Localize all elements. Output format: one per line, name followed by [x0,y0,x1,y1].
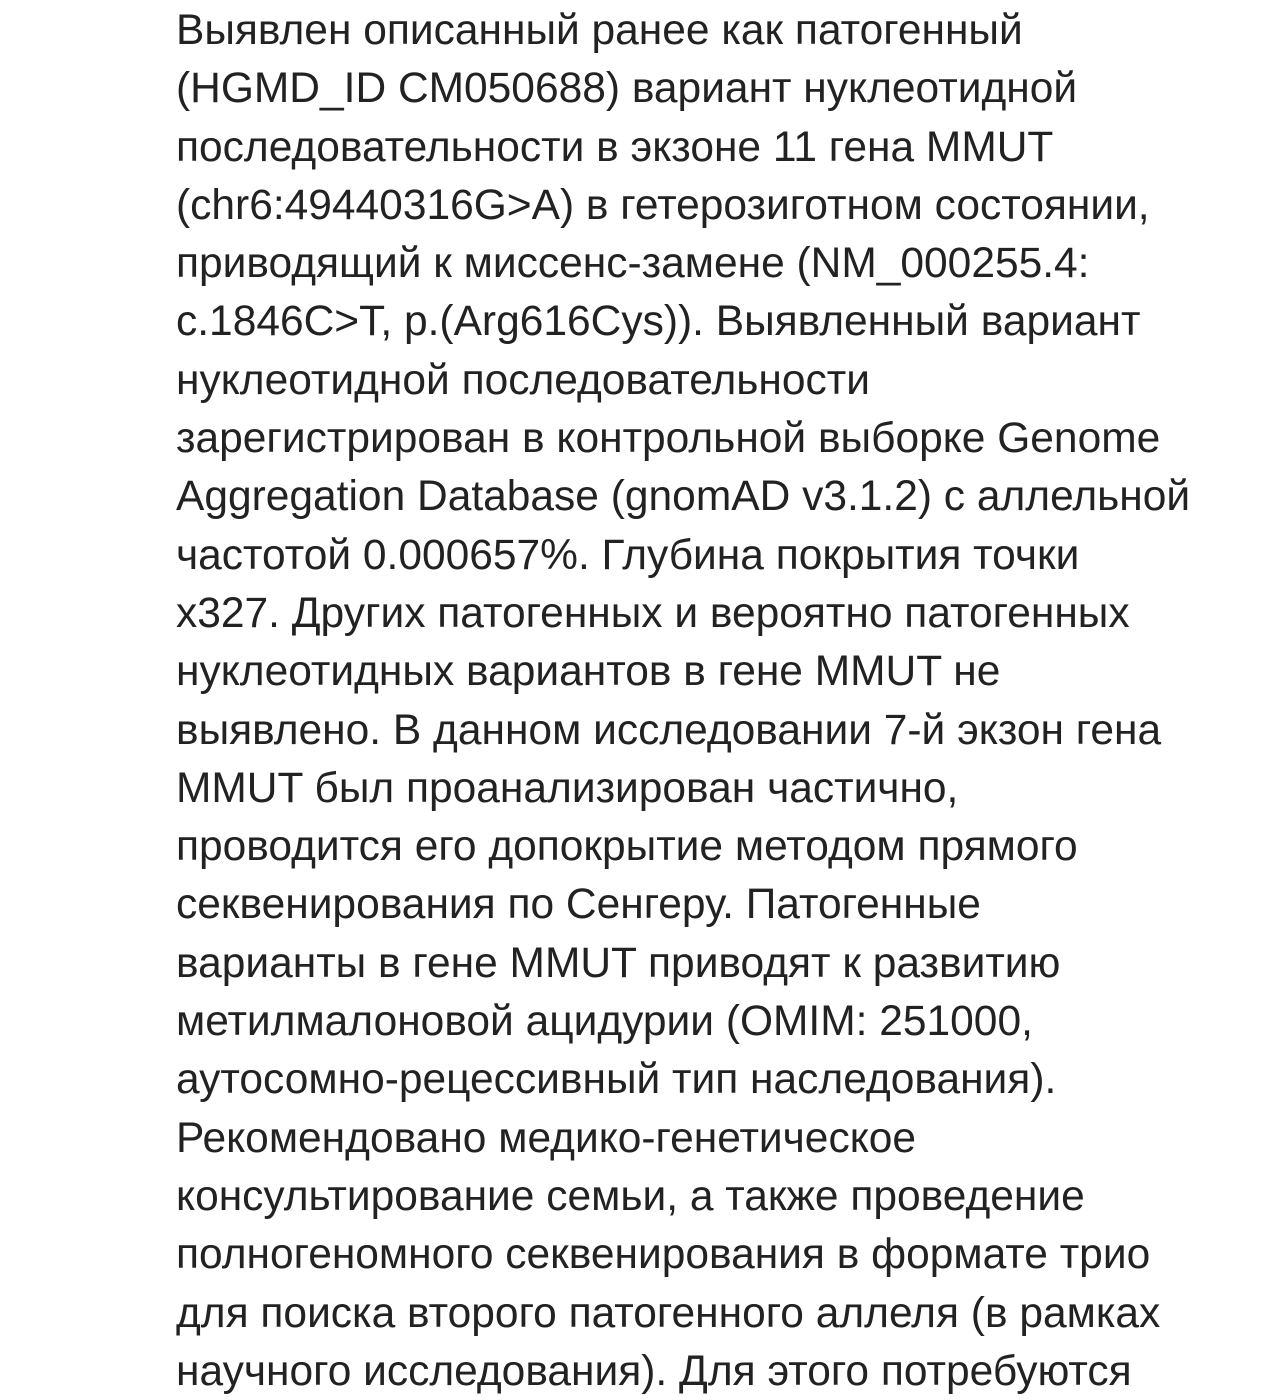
message-line: последовательности в экзоне 11 гена MMUT [176,123,1054,171]
message-line: аутосомно-рецессивный тип наследования). [176,1056,1057,1104]
message-line: x327. Других патогенных и вероятно патогенных [176,589,1130,637]
message-line: (HGMD_ID CM050688) вариант нуклеотидной [176,65,1078,113]
left-gutter [0,0,150,1400]
message-line: нуклеотидной последовательности [176,356,870,404]
message-line: Aggregation Database (gnomAD v3.1.2) с аллельной [176,473,1191,521]
message-line: Выявлен описанный ранее как патогенный [176,7,1023,54]
message-line: варианты в гене MMUT приводят к развитию [176,939,1061,987]
message-line: секвенирования по Сенгеру. Патогенные [176,881,981,929]
message-line: частотой 0.000657%. Глубина покрытия точки [176,531,1080,579]
message-line: (chr6:49440316G>A) в гетерозиготном состоянии, [176,181,1150,229]
message-line: приводящий к миссенс-замене (NM_000255.4: [176,240,1090,288]
message-line: нуклеотидных вариантов в гене MMUT не [176,648,1001,696]
message-line: консультирование семьи, а также проведение [176,1172,1085,1220]
message-line: Рекомендовано медико-генетическое [176,1114,917,1162]
message-line: MMUT был проанализирован частично, [176,764,959,812]
message-line: метилмалоновой ацидурии (OMIM: 251000, [176,998,1033,1046]
message-line: c.1846C>T, p.(Arg616Cys)). Выявленный вариант [176,298,1141,346]
message-line: для поиска второго патогенного аллеля (в рамках [176,1289,1161,1337]
message-line: научного исследования). Для этого потребуются [176,1347,1132,1395]
message-body[interactable] [176,0,1266,1400]
message-line: полногеномного секвенирования в формате трио [176,1231,1151,1279]
message-line: проводится его допокрытие методом прямого [176,823,1078,871]
message-line: зарегистрирован в контрольной выборке Genome [176,415,1161,463]
message-line: выявлено. В данном исследовании 7-й экзон гена [176,706,1162,754]
